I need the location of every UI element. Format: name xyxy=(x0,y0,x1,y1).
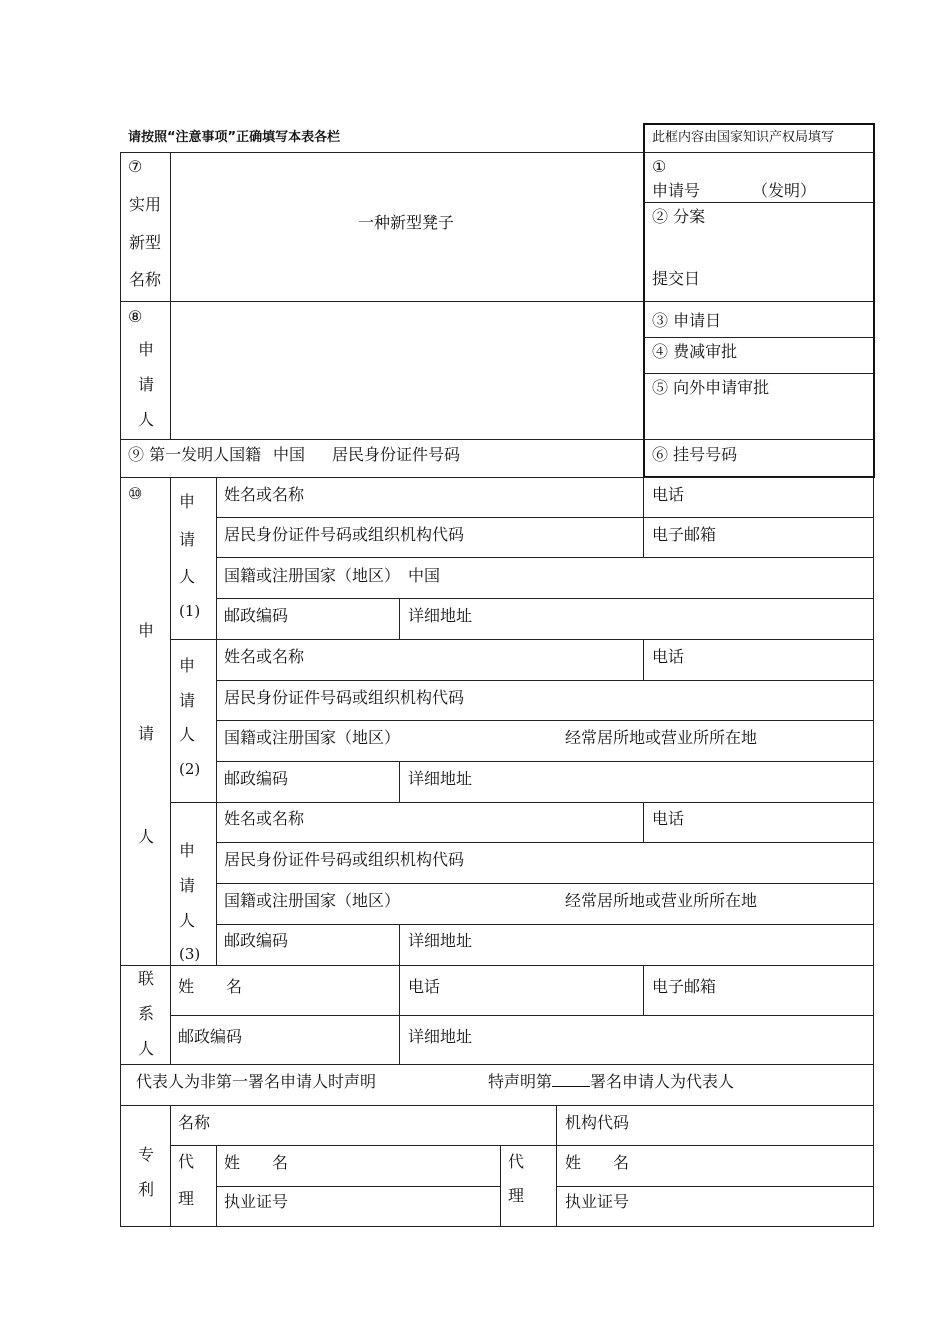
agency-name-label[interactable]: 名称 xyxy=(178,1113,211,1132)
declaration-prefix: 特声明第 xyxy=(488,1072,553,1091)
applicant-block-label-3: 人 xyxy=(138,410,155,429)
applicants-group-label-2: 请 xyxy=(138,724,155,743)
agent1-cert-label[interactable]: 执业证号 xyxy=(224,1192,289,1211)
utility-model-name-field[interactable]: 一种新型凳子 xyxy=(358,213,455,232)
divisional-label: ② 分案 xyxy=(652,207,706,226)
applicant2-label-4: (2) xyxy=(179,760,201,778)
representative-number-blank[interactable] xyxy=(552,1072,590,1087)
invention-note: （发明） xyxy=(752,181,817,200)
applicant2-label-2: 请 xyxy=(179,691,196,710)
applicants-group-label-3: 人 xyxy=(138,827,155,846)
utility-model-num: ⑦ xyxy=(128,157,143,176)
fee-reduction-label: ④ 费减审批 xyxy=(652,342,738,361)
applicant3-label-3: 人 xyxy=(179,911,196,930)
applicant2-name-label[interactable]: 姓名或名称 xyxy=(224,647,305,666)
applicant3-country-label[interactable]: 国籍或注册国家（地区） xyxy=(224,891,401,910)
submission-date-label: 提交日 xyxy=(652,269,701,288)
contact-label-2: 系 xyxy=(138,1004,155,1023)
applicant3-label-4: (3) xyxy=(179,945,201,963)
applicant1-label-1: 申 xyxy=(179,492,196,511)
applicant2-phone-label[interactable]: 电话 xyxy=(652,647,685,666)
applicant2-label-1: 申 xyxy=(179,656,196,675)
applicant1-id-label[interactable]: 居民身份证件号码或组织机构代码 xyxy=(224,525,465,544)
applicant-block-label-1: 申 xyxy=(138,340,155,359)
contact-postcode-label[interactable]: 邮政编码 xyxy=(178,1027,243,1046)
applicant1-address-label[interactable]: 详细地址 xyxy=(408,606,473,625)
applicant3-phone-label[interactable]: 电话 xyxy=(652,809,685,828)
office-field-1-num: ① xyxy=(652,157,667,176)
applicant3-address-label[interactable]: 详细地址 xyxy=(408,931,473,950)
applicant-block-num: ⑧ xyxy=(128,307,143,326)
applicant3-label-1: 申 xyxy=(179,841,196,860)
agency-org-code-label[interactable]: 机构代码 xyxy=(565,1113,630,1132)
patent-agency-label-1: 专 xyxy=(138,1145,155,1164)
applicant3-label-2: 请 xyxy=(179,876,196,895)
applicant1-name-label[interactable]: 姓名或名称 xyxy=(224,485,305,504)
applicant1-label-4: (1) xyxy=(179,602,201,620)
applicant1-postcode-label[interactable]: 邮政编码 xyxy=(224,606,289,625)
contact-address-label[interactable]: 详细地址 xyxy=(408,1027,473,1046)
agent1-label-1: 代 xyxy=(178,1152,195,1171)
applicant3-postcode-label[interactable]: 邮政编码 xyxy=(224,931,289,950)
agent1-name-label[interactable]: 姓 名 xyxy=(224,1153,289,1172)
applicant2-residence-label[interactable]: 经常居所地或营业所所在地 xyxy=(565,728,758,747)
applicant1-country-value[interactable]: 中国 xyxy=(408,566,441,585)
utility-model-label-3: 名称 xyxy=(129,270,162,289)
applicant1-phone-label[interactable]: 电话 xyxy=(652,485,685,504)
inventor-id-label: 居民身份证件号码 xyxy=(332,445,461,464)
application-number-label: 申请号 xyxy=(652,181,701,200)
applicant-block-label-2: 请 xyxy=(138,375,155,394)
inventor-nationality-label: ⑨ 第一发明人国籍 xyxy=(128,445,262,464)
applicant-block-field[interactable] xyxy=(172,303,642,438)
contact-label-1: 联 xyxy=(138,969,155,988)
applicant3-name-label[interactable]: 姓名或名称 xyxy=(224,809,305,828)
contact-phone-label[interactable]: 电话 xyxy=(408,977,441,996)
applicant2-label-3: 人 xyxy=(179,725,196,744)
utility-model-label-2: 新型 xyxy=(129,233,162,252)
applicant1-country-label: 国籍或注册国家（地区） xyxy=(224,566,401,585)
applicant1-email-label[interactable]: 电子邮箱 xyxy=(652,525,717,544)
applicant1-label-3: 人 xyxy=(179,567,196,586)
applicants-num: ⑩ xyxy=(128,484,143,503)
agent2-cert-label[interactable]: 执业证号 xyxy=(565,1192,630,1211)
office-use-note: 此框内容由国家知识产权局填写 xyxy=(652,130,835,145)
foreign-filing-label: ⑤ 向外申请审批 xyxy=(652,378,770,397)
utility-model-label-1: 实用 xyxy=(129,195,162,214)
applicant2-address-label[interactable]: 详细地址 xyxy=(408,769,473,788)
contact-email-label[interactable]: 电子邮箱 xyxy=(652,977,717,996)
patent-agency-label-2: 利 xyxy=(138,1180,155,1199)
agent2-label-1: 代 xyxy=(508,1152,525,1171)
applicant1-label-2: 请 xyxy=(179,530,196,549)
contact-label-3: 人 xyxy=(138,1039,155,1058)
contact-name-label[interactable]: 姓 名 xyxy=(178,977,243,996)
registered-number-label: ⑥ 挂号号码 xyxy=(652,445,738,464)
applicant3-residence-label[interactable]: 经常居所地或营业所所在地 xyxy=(565,891,758,910)
applicant2-country-label[interactable]: 国籍或注册国家（地区） xyxy=(224,728,401,747)
form-instruction: 请按照“注意事项”正确填写本表各栏 xyxy=(128,130,341,145)
applicant2-postcode-label[interactable]: 邮政编码 xyxy=(224,769,289,788)
agent2-label-2: 理 xyxy=(508,1186,525,1205)
declaration-suffix: 署名申请人为代表人 xyxy=(590,1072,735,1091)
representative-statement: 代表人为非第一署名申请人时声明 xyxy=(136,1072,377,1091)
inventor-nationality-value[interactable]: 中国 xyxy=(273,445,306,464)
agent2-name-label[interactable]: 姓 名 xyxy=(565,1153,630,1172)
filing-date-label: ③ 申请日 xyxy=(652,311,722,330)
representative-declaration[interactable] xyxy=(488,1072,734,1092)
applicants-group-label-1: 申 xyxy=(138,621,155,640)
applicant3-id-label[interactable]: 居民身份证件号码或组织机构代码 xyxy=(224,850,465,869)
agent1-label-2: 理 xyxy=(178,1189,195,1208)
applicant2-id-label[interactable]: 居民身份证件号码或组织机构代码 xyxy=(224,688,465,707)
